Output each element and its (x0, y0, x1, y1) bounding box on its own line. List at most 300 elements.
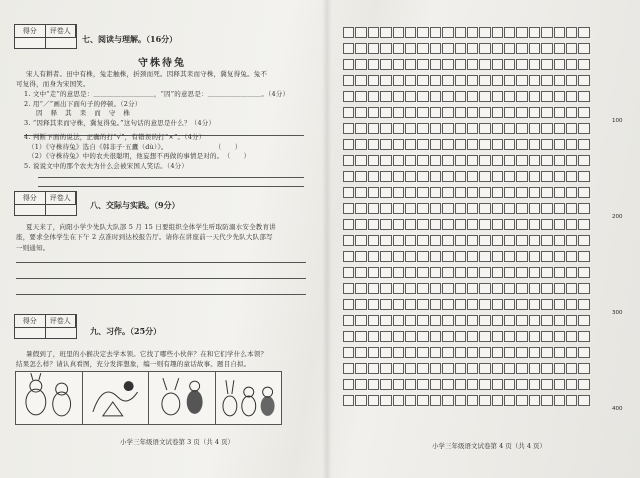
grid-cell[interactable] (355, 27, 366, 38)
grid-cell[interactable] (380, 155, 391, 166)
grid-cell[interactable] (455, 235, 466, 246)
grid-cell[interactable] (393, 251, 404, 262)
grid-cell[interactable] (442, 187, 453, 198)
grid-cell[interactable] (554, 91, 565, 102)
grid-cell[interactable] (529, 123, 540, 134)
grid-cell[interactable] (479, 267, 490, 278)
grid-cell[interactable] (417, 43, 428, 54)
grid-cell[interactable] (430, 203, 441, 214)
grid-cell[interactable] (541, 363, 552, 374)
grid-cell[interactable] (417, 363, 428, 374)
grid-cell[interactable] (516, 171, 527, 182)
grid-cell[interactable] (504, 75, 515, 86)
grid-cell[interactable] (529, 315, 540, 326)
grid-cell[interactable] (479, 219, 490, 230)
grid-cell[interactable] (467, 379, 478, 390)
grid-cell[interactable] (467, 331, 478, 342)
grid-cell[interactable] (492, 219, 503, 230)
grid-cell[interactable] (430, 75, 441, 86)
grid-cell[interactable] (529, 75, 540, 86)
grid-cell[interactable] (417, 331, 428, 342)
answer-line[interactable] (16, 262, 306, 263)
grid-cell[interactable] (529, 91, 540, 102)
grid-cell[interactable] (355, 299, 366, 310)
grid-cell[interactable] (479, 331, 490, 342)
grid-cell[interactable] (430, 363, 441, 374)
grid-cell[interactable] (554, 283, 565, 294)
grid-cell[interactable] (405, 251, 416, 262)
grid-cell[interactable] (578, 107, 589, 118)
grid-cell[interactable] (417, 267, 428, 278)
grid-cell[interactable] (479, 203, 490, 214)
grid-cell[interactable] (492, 155, 503, 166)
grid-cell[interactable] (455, 203, 466, 214)
grid-cell[interactable] (405, 299, 416, 310)
grid-cell[interactable] (492, 203, 503, 214)
grid-cell[interactable] (504, 363, 515, 374)
grid-cell[interactable] (430, 123, 441, 134)
grid-cell[interactable] (417, 283, 428, 294)
grid-cell[interactable] (516, 267, 527, 278)
grid-cell[interactable] (393, 27, 404, 38)
grid-cell[interactable] (355, 203, 366, 214)
grid-cell[interactable] (368, 139, 379, 150)
grid-cell[interactable] (393, 363, 404, 374)
grid-cell[interactable] (380, 347, 391, 358)
grid-cell[interactable] (504, 43, 515, 54)
grid-cell[interactable] (430, 171, 441, 182)
grid-cell[interactable] (442, 107, 453, 118)
grid-cell[interactable] (541, 331, 552, 342)
grid-cell[interactable] (578, 59, 589, 70)
grid-cell[interactable] (355, 267, 366, 278)
grid-cell[interactable] (479, 155, 490, 166)
grid-cell[interactable] (467, 363, 478, 374)
grid-cell[interactable] (430, 187, 441, 198)
grid-cell[interactable] (529, 267, 540, 278)
grid-cell[interactable] (393, 43, 404, 54)
grid-cell[interactable] (455, 315, 466, 326)
grid-cell[interactable] (566, 235, 577, 246)
grid-cell[interactable] (368, 331, 379, 342)
grid-cell[interactable] (368, 171, 379, 182)
grid-cell[interactable] (455, 107, 466, 118)
grid-cell[interactable] (578, 203, 589, 214)
grid-cell[interactable] (578, 91, 589, 102)
grid-cell[interactable] (479, 171, 490, 182)
grid-cell[interactable] (455, 123, 466, 134)
grid-cell[interactable] (467, 43, 478, 54)
grid-cell[interactable] (442, 331, 453, 342)
grid-cell[interactable] (578, 395, 589, 406)
grid-cell[interactable] (405, 107, 416, 118)
grid-cell[interactable] (430, 27, 441, 38)
grid-cell[interactable] (343, 59, 354, 70)
grid-cell[interactable] (554, 347, 565, 358)
grid-cell[interactable] (578, 171, 589, 182)
grid-cell[interactable] (566, 75, 577, 86)
grid-cell[interactable] (479, 123, 490, 134)
grid-cell[interactable] (492, 123, 503, 134)
grid-cell[interactable] (554, 155, 565, 166)
grid-cell[interactable] (504, 283, 515, 294)
grid-cell[interactable] (393, 59, 404, 70)
grid-cell[interactable] (380, 251, 391, 262)
grid-cell[interactable] (479, 299, 490, 310)
grid-cell[interactable] (578, 155, 589, 166)
grid-cell[interactable] (393, 267, 404, 278)
grid-cell[interactable] (467, 187, 478, 198)
grid-cell[interactable] (393, 107, 404, 118)
grid-cell[interactable] (417, 187, 428, 198)
grid-cell[interactable] (442, 27, 453, 38)
grid-cell[interactable] (578, 139, 589, 150)
grid-cell[interactable] (368, 91, 379, 102)
grid-cell[interactable] (504, 139, 515, 150)
grid-cell[interactable] (430, 91, 441, 102)
grid-cell[interactable] (343, 251, 354, 262)
composition-grid[interactable] (343, 27, 611, 415)
grid-cell[interactable] (554, 171, 565, 182)
grid-cell[interactable] (417, 107, 428, 118)
grid-cell[interactable] (368, 203, 379, 214)
grid-cell[interactable] (442, 395, 453, 406)
grid-cell[interactable] (442, 315, 453, 326)
grid-cell[interactable] (355, 331, 366, 342)
grid-cell[interactable] (578, 123, 589, 134)
grid-cell[interactable] (368, 43, 379, 54)
grid-cell[interactable] (417, 395, 428, 406)
grid-cell[interactable] (405, 203, 416, 214)
grid-cell[interactable] (516, 43, 527, 54)
grid-cell[interactable] (405, 395, 416, 406)
grid-cell[interactable] (529, 251, 540, 262)
grid-cell[interactable] (368, 75, 379, 86)
grid-cell[interactable] (529, 347, 540, 358)
grid-cell[interactable] (455, 299, 466, 310)
grid-cell[interactable] (343, 171, 354, 182)
answer-line[interactable] (38, 177, 304, 178)
grid-cell[interactable] (578, 187, 589, 198)
grid-cell[interactable] (455, 331, 466, 342)
grid-cell[interactable] (442, 139, 453, 150)
grid-cell[interactable] (516, 347, 527, 358)
grid-cell[interactable] (479, 395, 490, 406)
grid-cell[interactable] (455, 75, 466, 86)
grid-cell[interactable] (492, 139, 503, 150)
grid-cell[interactable] (343, 187, 354, 198)
grid-cell[interactable] (492, 187, 503, 198)
grid-cell[interactable] (393, 331, 404, 342)
grid-cell[interactable] (566, 331, 577, 342)
grid-cell[interactable] (380, 59, 391, 70)
grid-cell[interactable] (393, 123, 404, 134)
grid-cell[interactable] (393, 347, 404, 358)
grid-cell[interactable] (405, 331, 416, 342)
grid-cell[interactable] (529, 171, 540, 182)
grid-cell[interactable] (479, 283, 490, 294)
grid-cell[interactable] (479, 363, 490, 374)
grid-cell[interactable] (467, 251, 478, 262)
grid-cell[interactable] (541, 155, 552, 166)
grid-cell[interactable] (368, 187, 379, 198)
grid-cell[interactable] (467, 219, 478, 230)
grid-cell[interactable] (492, 27, 503, 38)
grid-cell[interactable] (504, 299, 515, 310)
grid-cell[interactable] (529, 219, 540, 230)
grid-cell[interactable] (492, 267, 503, 278)
grid-cell[interactable] (516, 379, 527, 390)
grid-cell[interactable] (566, 315, 577, 326)
grid-cell[interactable] (554, 315, 565, 326)
grid-cell[interactable] (566, 59, 577, 70)
grid-cell[interactable] (368, 235, 379, 246)
grid-cell[interactable] (405, 379, 416, 390)
grid-cell[interactable] (393, 395, 404, 406)
grid-cell[interactable] (355, 379, 366, 390)
grid-cell[interactable] (566, 43, 577, 54)
grid-cell[interactable] (343, 283, 354, 294)
grid-cell[interactable] (566, 379, 577, 390)
grid-cell[interactable] (430, 43, 441, 54)
grid-cell[interactable] (417, 299, 428, 310)
grid-cell[interactable] (343, 315, 354, 326)
grid-cell[interactable] (343, 299, 354, 310)
grid-cell[interactable] (541, 75, 552, 86)
grid-cell[interactable] (554, 219, 565, 230)
grid-cell[interactable] (343, 203, 354, 214)
grid-cell[interactable] (393, 139, 404, 150)
grid-cell[interactable] (368, 219, 379, 230)
grid-cell[interactable] (566, 251, 577, 262)
grid-cell[interactable] (355, 123, 366, 134)
grid-cell[interactable] (492, 331, 503, 342)
grid-cell[interactable] (578, 43, 589, 54)
grid-cell[interactable] (355, 155, 366, 166)
grid-cell[interactable] (368, 283, 379, 294)
grid-cell[interactable] (442, 219, 453, 230)
grid-cell[interactable] (405, 283, 416, 294)
grid-cell[interactable] (578, 299, 589, 310)
grid-cell[interactable] (516, 203, 527, 214)
grid-cell[interactable] (355, 107, 366, 118)
grid-cell[interactable] (417, 155, 428, 166)
grid-cell[interactable] (430, 59, 441, 70)
grid-cell[interactable] (380, 187, 391, 198)
grid-cell[interactable] (566, 123, 577, 134)
grid-cell[interactable] (355, 235, 366, 246)
grid-cell[interactable] (393, 219, 404, 230)
grid-cell[interactable] (380, 43, 391, 54)
grid-cell[interactable] (368, 379, 379, 390)
grid-cell[interactable] (417, 251, 428, 262)
grid-cell[interactable] (566, 347, 577, 358)
grid-cell[interactable] (455, 155, 466, 166)
grid-cell[interactable] (492, 59, 503, 70)
grid-cell[interactable] (430, 379, 441, 390)
grid-cell[interactable] (343, 75, 354, 86)
grid-cell[interactable] (566, 155, 577, 166)
grid-cell[interactable] (504, 187, 515, 198)
grid-cell[interactable] (541, 235, 552, 246)
grid-cell[interactable] (479, 187, 490, 198)
grid-cell[interactable] (479, 43, 490, 54)
grid-cell[interactable] (554, 235, 565, 246)
grid-cell[interactable] (467, 107, 478, 118)
grid-cell[interactable] (516, 107, 527, 118)
grid-cell[interactable] (417, 171, 428, 182)
grid-cell[interactable] (529, 59, 540, 70)
grid-cell[interactable] (380, 331, 391, 342)
grid-cell[interactable] (467, 139, 478, 150)
grid-cell[interactable] (516, 395, 527, 406)
grid-cell[interactable] (393, 155, 404, 166)
grid-cell[interactable] (578, 331, 589, 342)
grid-cell[interactable] (504, 219, 515, 230)
grid-cell[interactable] (368, 395, 379, 406)
grid-cell[interactable] (380, 395, 391, 406)
grid-cell[interactable] (554, 251, 565, 262)
grid-cell[interactable] (368, 251, 379, 262)
grid-cell[interactable] (554, 267, 565, 278)
grid-cell[interactable] (442, 363, 453, 374)
grid-cell[interactable] (467, 299, 478, 310)
grid-cell[interactable] (343, 27, 354, 38)
grid-cell[interactable] (442, 283, 453, 294)
grid-cell[interactable] (467, 75, 478, 86)
grid-cell[interactable] (516, 235, 527, 246)
grid-cell[interactable] (380, 315, 391, 326)
grid-cell[interactable] (355, 43, 366, 54)
grid-cell[interactable] (393, 299, 404, 310)
grid-cell[interactable] (529, 187, 540, 198)
grid-cell[interactable] (343, 395, 354, 406)
grid-cell[interactable] (455, 395, 466, 406)
grid-cell[interactable] (380, 235, 391, 246)
grid-cell[interactable] (516, 59, 527, 70)
grid-cell[interactable] (467, 267, 478, 278)
grid-cell[interactable] (343, 235, 354, 246)
grid-cell[interactable] (355, 171, 366, 182)
grid-cell[interactable] (479, 347, 490, 358)
grid-cell[interactable] (516, 91, 527, 102)
grid-cell[interactable] (516, 315, 527, 326)
grid-cell[interactable] (492, 235, 503, 246)
grid-cell[interactable] (430, 347, 441, 358)
grid-cell[interactable] (529, 107, 540, 118)
grid-cell[interactable] (455, 219, 466, 230)
grid-cell[interactable] (368, 107, 379, 118)
grid-cell[interactable] (380, 27, 391, 38)
grid-cell[interactable] (479, 379, 490, 390)
grid-cell[interactable] (442, 267, 453, 278)
grid-cell[interactable] (442, 379, 453, 390)
grid-cell[interactable] (541, 347, 552, 358)
grid-cell[interactable] (541, 395, 552, 406)
grid-cell[interactable] (430, 219, 441, 230)
grid-cell[interactable] (430, 299, 441, 310)
grid-cell[interactable] (467, 235, 478, 246)
grid-cell[interactable] (393, 75, 404, 86)
grid-cell[interactable] (368, 315, 379, 326)
grid-cell[interactable] (343, 155, 354, 166)
grid-cell[interactable] (492, 315, 503, 326)
grid-cell[interactable] (504, 235, 515, 246)
grid-cell[interactable] (578, 283, 589, 294)
grid-cell[interactable] (405, 75, 416, 86)
grid-cell[interactable] (578, 75, 589, 86)
grid-cell[interactable] (442, 203, 453, 214)
grid-cell[interactable] (578, 27, 589, 38)
grid-cell[interactable] (355, 219, 366, 230)
grid-cell[interactable] (566, 27, 577, 38)
grid-cell[interactable] (368, 347, 379, 358)
grid-cell[interactable] (368, 267, 379, 278)
grid-cell[interactable] (479, 107, 490, 118)
grid-cell[interactable] (529, 203, 540, 214)
grid-cell[interactable] (541, 171, 552, 182)
grid-cell[interactable] (405, 315, 416, 326)
grid-cell[interactable] (455, 267, 466, 278)
grid-cell[interactable] (355, 347, 366, 358)
grid-cell[interactable] (467, 315, 478, 326)
grid-cell[interactable] (430, 283, 441, 294)
grid-cell[interactable] (380, 283, 391, 294)
grid-cell[interactable] (566, 107, 577, 118)
grid-cell[interactable] (405, 235, 416, 246)
grid-cell[interactable] (541, 107, 552, 118)
grid-cell[interactable] (541, 299, 552, 310)
grid-cell[interactable] (541, 267, 552, 278)
grid-cell[interactable] (554, 187, 565, 198)
grid-cell[interactable] (504, 91, 515, 102)
grid-cell[interactable] (554, 27, 565, 38)
grid-cell[interactable] (529, 235, 540, 246)
grid-cell[interactable] (442, 123, 453, 134)
grid-cell[interactable] (442, 91, 453, 102)
grid-cell[interactable] (504, 251, 515, 262)
grid-cell[interactable] (504, 379, 515, 390)
grid-cell[interactable] (479, 59, 490, 70)
grid-cell[interactable] (368, 299, 379, 310)
grid-cell[interactable] (430, 331, 441, 342)
grid-cell[interactable] (343, 347, 354, 358)
grid-cell[interactable] (467, 91, 478, 102)
grid-cell[interactable] (566, 139, 577, 150)
grid-cell[interactable] (516, 331, 527, 342)
grid-cell[interactable] (355, 75, 366, 86)
grid-cell[interactable] (417, 27, 428, 38)
grid-cell[interactable] (504, 315, 515, 326)
grid-cell[interactable] (529, 155, 540, 166)
grid-cell[interactable] (541, 91, 552, 102)
grid-cell[interactable] (442, 299, 453, 310)
grid-cell[interactable] (492, 251, 503, 262)
grid-cell[interactable] (554, 43, 565, 54)
grid-cell[interactable] (343, 43, 354, 54)
grid-cell[interactable] (405, 123, 416, 134)
grid-cell[interactable] (529, 43, 540, 54)
grid-cell[interactable] (554, 299, 565, 310)
grid-cell[interactable] (430, 251, 441, 262)
grid-cell[interactable] (566, 219, 577, 230)
grid-cell[interactable] (516, 187, 527, 198)
grid-cell[interactable] (368, 59, 379, 70)
grid-cell[interactable] (541, 123, 552, 134)
grid-cell[interactable] (492, 379, 503, 390)
grid-cell[interactable] (380, 91, 391, 102)
grid-cell[interactable] (417, 123, 428, 134)
